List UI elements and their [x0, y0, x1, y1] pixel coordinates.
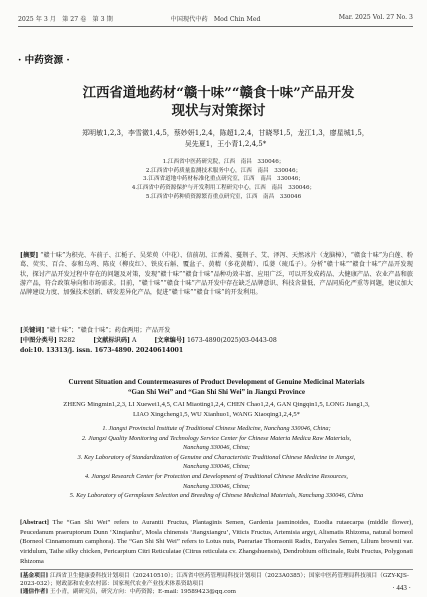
- affiliation-cn: 5.江西省中药种质资源繁育重点研究室，江西 南昌 330046: [145, 193, 302, 200]
- funding-note: [20, 572, 413, 588]
- corresponding-text: 王小青，副研究员，研究方向：中药资源；E-mail: 19589423@qq.com: [49, 589, 237, 596]
- authors-english: [20, 400, 413, 419]
- footnote: [20, 569, 413, 597]
- affiliation-cn: 1.江西省中医药研究院，江西 南昌 330046；: [162, 159, 285, 165]
- header-volume: Mar. 2025 Vol. 27 No. 3: [338, 14, 413, 21]
- corresponding-label: [通信作者]: [20, 589, 49, 596]
- header-journal: 中国现代中药 Mod Chin Med: [170, 16, 261, 23]
- abstract-english: [20, 518, 413, 567]
- affiliation-cn: 3.江西省道地中药材标准化重点研究室，江西 南昌 330046；: [143, 176, 304, 183]
- title-en-line-1: Current Situation and Countermeasures of Product Development of Genuine Medicinal Materials: [68, 378, 365, 386]
- affiliation-cn: 2.江西省中药质量监测技术服务中心，江西 南昌 330046；: [145, 167, 302, 174]
- affiliations-chinese: [60, 158, 387, 202]
- doc-code-label: [文献标识码]: [93, 337, 130, 344]
- funding-label: [基金项目]: [20, 573, 49, 579]
- affiliation-en: 3. Key Laboratory of Standardization of Genuine and Characteristic Traditional Chinese Medicine in Jiangxi,: [77, 453, 356, 461]
- header-issue: 2025 年 3 月 第 27 卷 第 3 期: [18, 16, 113, 23]
- authors-cn-line-2: 吴先夏1，王小青1,2,4,5*: [184, 139, 267, 148]
- title-english: [20, 377, 413, 397]
- clc-label: [中图分类号]: [20, 337, 57, 344]
- title-chinese: [40, 84, 397, 120]
- page-number: · 443 ·: [392, 584, 411, 592]
- affiliation-en: Nanchang 330046, China;: [183, 463, 250, 471]
- title-en-line-2: “Gan Shi Wei” and “Gan Shi Shi Wei” in Jiangxi Province: [128, 388, 305, 396]
- section-tag: · 中药资源 ·: [18, 55, 70, 66]
- affiliation-en: 2. Jiangxi Quality Monitoring and Technology Service Center for Chinese Materia Medica Raw Materials,: [81, 434, 352, 442]
- affiliation-en: 4. Jiangxi Research Center for Protection and Development of Traditional Chinese Medicine Resources,: [84, 472, 348, 480]
- title-cn-line-1: 江西省道地药材“赣十味”“赣食十味”产品开发: [82, 85, 355, 101]
- abstract-cn-label: [摘要]: [20, 252, 39, 259]
- article-number-value: 1673-4890(2025)03-0443-08: [186, 337, 277, 344]
- article-number-label: [文章编号]: [154, 337, 185, 344]
- affiliations-english: [20, 424, 413, 501]
- authors-en-line-2: LIAO Xingcheng1,5, WU Xianhuo1, WANG Xiaoqing1,2,4,5*: [133, 410, 300, 418]
- clc-value: R282: [58, 337, 76, 344]
- affiliation-cn: 4.江西省中药资源保护与开发利用工程研究中心，江西 南昌 330046；: [131, 185, 316, 192]
- abstract-chinese: [20, 251, 413, 297]
- keywords-cn-text: “赣十味”；“赣食十味”；药食两用；产品开发: [46, 327, 171, 334]
- corresponding-author-note: [20, 588, 413, 596]
- running-header: [18, 12, 413, 27]
- abstract-en-label: [Abstract]: [20, 519, 49, 526]
- affiliation-en: 5. Key Laboratory of Germplasm Selection and Breeding of Chinese Medicinal Materials, Nanchang 330046, China: [69, 492, 364, 500]
- doc-code-value: A: [131, 337, 137, 344]
- classification-line: [20, 336, 413, 345]
- affiliation-en: Nanchang 330046, China;: [183, 444, 250, 452]
- funding-text: 江西省卫生健康委科技计划项目（202410510）；江西省中医药管理局科技计划项目（2023A0385）；国家中医药管理局科技项目（GZY-KJS-2023-032）；财政部和农业农村部：国家现代农业产业技术体系资助项目: [20, 573, 409, 588]
- authors-cn-line-1: 郑明敏1,2,3，李雪微1,4,5，蔡妙妍1,2,4，陈超1,2,4，甘晓琴1,5，龙江1,3，廖星城1,5，: [82, 129, 369, 137]
- title-cn-line-2: 现状与对策探讨: [171, 103, 266, 119]
- doi-link[interactable]: doi:10. 13313/j. issn. 1673-4890. 20240614001: [20, 347, 184, 354]
- affiliation-en: 1. Jiangxi Provincial Institute of Traditional Chinese Medicine, Nanchang 330046, China;: [102, 425, 331, 432]
- abstract-cn-text: “赣十味”为积壳、车前子、江栀子、吴茱萸（中花）、信前胡、江香薷、蔓荆子、艾、泽泻、天然冰片（龙脑樟），“赣食十味”为白莲、粉葛、荧实、百合、泰和乌鸡、陈皮（柳皮红）、铁皮石斛、覆盆子、黄精（多花黄精）、瓜蒌（琉瓜子）。分析“赣十味”“赣食十味”产品开发现状，探讨产品开发过程中存在的问题及对策，发现“赣十味”“赣食十味”品种功效丰富、应用广泛，可以开发成药品、大健康产品、农业产品和旅游产品，符合政策导向和市场需求。目前，“赣十味”“赣食十味”产品开发中存在缺乏品牌意识、科技含量低、产品同质化严重等问题，建议加大品牌建设力度、加强技术创新、研发差异化产品，促进“赣十味”“赣食十味”的开发利用。: [20, 252, 414, 297]
- keywords-chinese: [20, 326, 413, 335]
- abstract-en-text: The “Gan Shi Wei” refers to Aurantii Fructus, Plantaginis Semen, Gardenia jasminoides, Euodia rutaecarpa (middle flower), Peucedanum praeruptorum Dunn ‘Xinqianhu’, Mosla chinensis ‘Jiangxiangru’, Viticis Fructus, Artemisia argyi, Alismatis Rhizoma, natural borneol (Borneol Cinnamomum camphora). The “Gan Shi Shi Wei” refers to Lotus nuts, Puerariae Thomsonii Radix, Euryales Semen, Lilium brownii var. viridulum, Taihe silky chicken, Pericarpium Citri Reticulatae (Citrus reticulata cv. Zhangshuensis), Dendrobium officinale, Rubi Fructus, Polygonati Rhizoma: [20, 519, 413, 565]
- authors-chinese: [44, 128, 407, 149]
- authors-en-line-1: ZHENG Mingmin1,2,3, LI Xuewei1,4,5, CAI Miaoting1,2,4, CHEN Chao1,2,4, GAN Qingqin1,5, LONG Jiang1,3,: [63, 401, 370, 408]
- affiliation-en: Nanchang 330046, China;: [183, 482, 250, 490]
- keywords-cn-label: [关键词]: [20, 327, 45, 334]
